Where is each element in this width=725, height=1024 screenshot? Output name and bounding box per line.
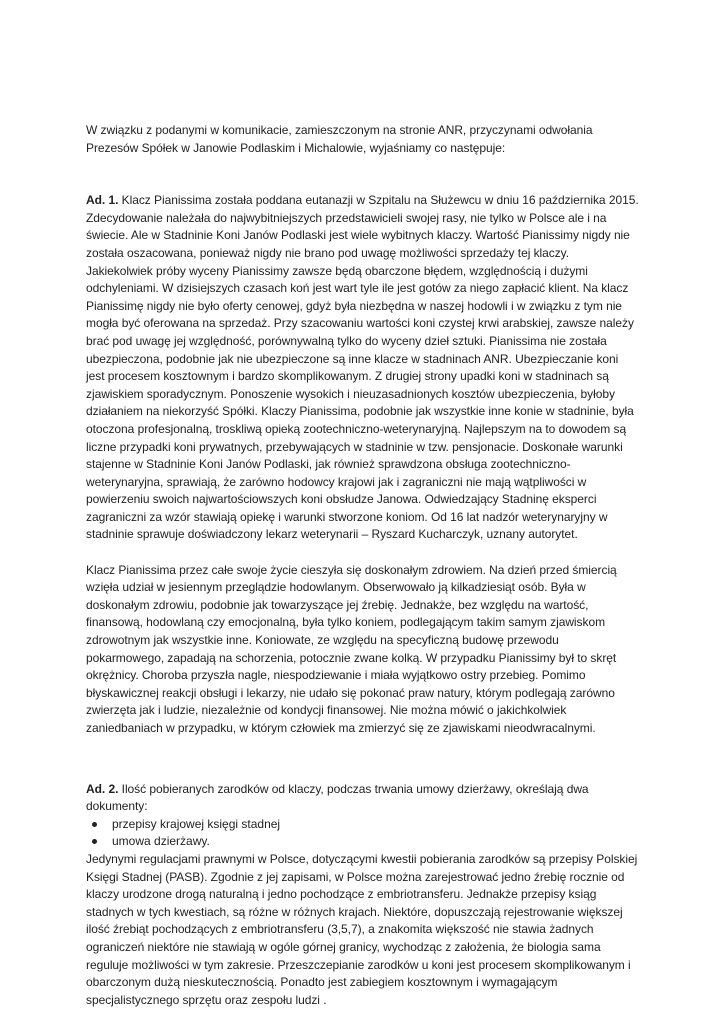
- ad2-heading: Ad. 2.: [86, 781, 119, 796]
- ad1-heading: Ad. 1.: [86, 193, 119, 208]
- ad1-paragraph-2: Klacz Pianissima przez całe swoje życie cieszyła się doskonałym zdrowiem. Na dzień przed śmiercią wzięła udział w jesiennym przeglądzie hodowlanym. Obserwowało ją kilkadziesiąt osób. Była w doskonałym zdrowiu, podobnie jak towarzyszące jej źrebię. Jednakże, bez względu na wartość, finansową, hodowlaną czy emocjonalną, była tylko koniem, podlegającym takim samym zjawiskom zdrowotnym jak wszystkie inne. Koniowate, ze względu na specyficzną budowę przewodu pokarmowego, zapadają na schorzenia, potocznie zwane kolką. W przypadku Pianissimy był to skręt okrężnicy. Choroba przyszła nagle, niespodziewanie i miała wyjątkowo ostry przebieg. Pomimo błyskawicznej reakcji obsługi i lekarzy, nie udało się pokonać praw natury, którym podlegają zarówno zwierzęta jak i ludzie, niezależnie od kondycji finansowej. Nie można mówić o jakichkolwiek zaniedbaniach w przypadku, w którym człowiek ma zmierzyć się ze zjawiskami nieodwracalnymi.: [86, 562, 617, 735]
- ad1-paragraph: [86, 192, 639, 544]
- ad2-lead-text: Ilość pobieranych zarodków od klaczy, podczas trwania umowy dzierżawy, określają dwa dokumenty:: [86, 781, 589, 814]
- list-item-text: przepisy krajowej księgi stadnej: [112, 816, 281, 831]
- ad2-bullet-list: [86, 816, 639, 851]
- ad2-paragraph: Jedynymi regulacjami prawnymi w Polsce, dotyczącymi kwestii pobierania zarodków są przepisy Polskiej Księgi Stadnej (PASB). Zgodnie z jej zapisami, w Polsce można zarejestrować jedno źrebię rocznie od klaczy urodzone drogą naturalną i jedno pochodzące z embriotransferu. Jednakże przepisy ksiąg stadnych w tych kwestiach, są różne w różnych krajach. Niektóre, dopuszczają rejestrowanie większej ilość źrebiąt pochodzących z embriotransferu (3,5,7), a znakomita większość nie stawia żadnych ograniczeń niektóre nie stawiają w ogóle górnej granicy, wychodząc z założenia, że biologia sama reguluje możliwości w tym zakresie. Przeszczepianie zarodków u koni jest procesem skomplikowanym i obarczonym dużą nieskutecznością. Ponadto jest zabiegiem kosztownym i wymagającym specjalistycznego sprzętu oraz zespołu ludzi .: [86, 851, 638, 1007]
- bullet-icon: [92, 822, 97, 827]
- ad2-lead-paragraph: [86, 781, 639, 816]
- ad1-text: Klacz Pianissima została poddana eutanazji w Szpitalu na Służewcu w dniu 16 października 2015. Zdecydowanie należała do najwybitniejszych przedstawicieli swojej rasy, nie tylko w Polsce ale i na świecie. Ale w Stadninie Koni Janów Podlaski jest wiele wybitnych klaczy. Wartość Pianissimy nigdy nie została oszacowana, ponieważ nigdy nie brano pod uwagę możliwości sprzedaży tej klaczy. Jakiekolwiek próby wyceny Pianissimy zawsze będą obarczone błędem, względnością i dużymi odchyleniami. W dzisiejszych czasach koń jest wart tyle ile jest gotów za niego zapłacić klient. Na klacz Pianissimę nigdy nie było oferty cenowej, gdyż była niezbędna w naszej hodowli i w związku z tym nie mogła być oferowana na sprzedaż. Przy szacowaniu wartości koni czystej krwi arabskiej, zawsze należy brać pod uwagę jej względność, porównywalną tylko do wyceny dzieł sztuki. Pianissima nie została ubezpieczona, podobnie jak nie ubezpieczone są inne klacze w stadninach ANR. Ubezpieczanie koni jest procesem kosztownym i bardzo skomplikowanym. Z drugiej strony upadki koni w stadninach są zjawiskiem sporadycznym. Ponoszenie wysokich i nieuzasadnionych kosztów ubezpieczenia, byłoby działaniem na niekorzyść Spółki. Klaczy Pianissima, podobnie jak wszystkie inne konie w stadninie, była otoczona profesjonalną, troskliwą opieką zootechniczno-weterynaryjną. Najlepszym na to dowodem są liczne przypadki koni prywatnych, przebywających w stadninie w tzw. pensjonacie. Doskonałe warunki stajenne w Stadninie Koni Janów Podlaski, jak również sprawdzona obsługa zootechniczno-weterynaryjna, sprawiają, że zarówno hodowcy krajowi jak i zagraniczni nie mają wątpliwości w powierzeniu swoich najwartościowszych koni obsłudze Janowa. Odwiedzający Stadninę eksperci zagraniczni za wzór stawiają opiekę i warunki stworzone koniom. Od 16 lat nadzór weterynaryjny w stadninie sprawuje doświadczony lekarz weterynarii – Ryszard Kucharczyk, uznany autorytet.: [86, 193, 639, 542]
- list-item: [86, 833, 639, 851]
- list-item-text: umowa dzierżawy.: [112, 834, 210, 849]
- intro-paragraph: W związku z podanymi w komunikacie, zamieszczonym na stronie ANR, przyczynami odwołania Prezesów Spółek w Janowie Podlaskim i Michalowie, wyjaśniamy co następuje:: [86, 123, 593, 155]
- list-item: [86, 816, 639, 834]
- bullet-icon: [92, 839, 97, 844]
